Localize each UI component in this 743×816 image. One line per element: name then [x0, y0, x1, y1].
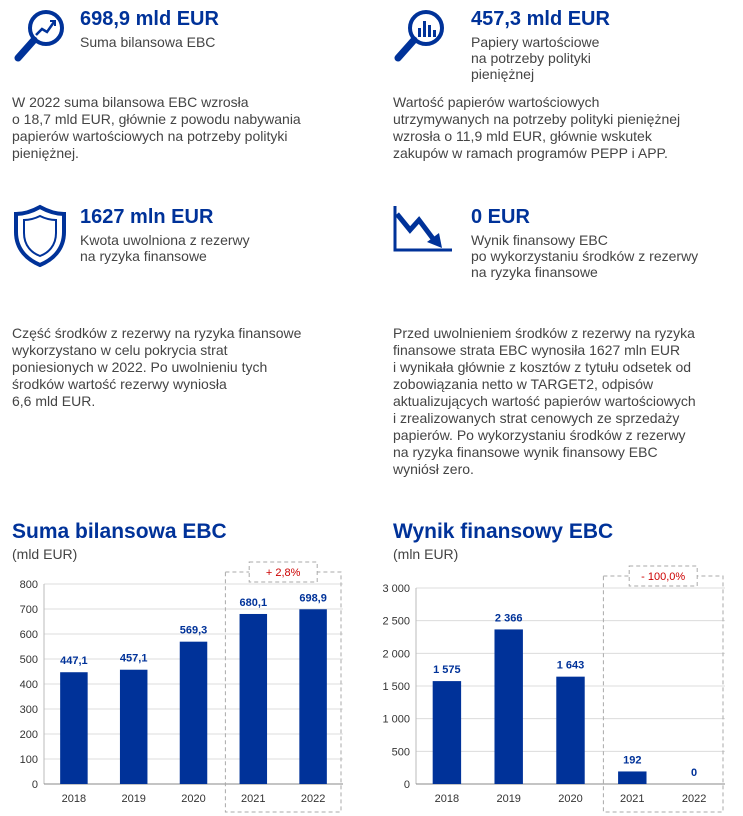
chart-result-title: Wynik finansowy EBC [393, 520, 614, 543]
y-tick-label: 500 [19, 654, 38, 666]
data-label: 192 [623, 754, 642, 767]
y-tick-label: 1 500 [382, 681, 410, 693]
shield-icon [12, 204, 68, 268]
x-tick-label: 2020 [558, 793, 583, 805]
x-tick-label: 2022 [300, 793, 326, 805]
chart-balance-title: Suma bilansowa EBC [12, 520, 227, 543]
x-tick-label: 2018 [61, 793, 87, 805]
y-tick-label: 500 [391, 746, 410, 759]
bar [120, 670, 148, 784]
chart-result-unit: (mln EUR) [393, 546, 459, 562]
kpi-provision-value: 1627 mln EUR [80, 206, 214, 228]
data-label: 680,1 [239, 596, 268, 609]
x-tick-label: 2022 [681, 793, 707, 805]
kpi-result-description: Przed uwolnieniem środków z rezerwy na ryzyka finansowe strata EBC wynosiła 1627 mln EUR i wynikała głównie z kosztów z tytułu odsetek od zobowiązania netto w TARGET2, odpisów aktualizujących wartość papierów wartościowych i zrealizowanych strat cenowych ze sprzedaży papierów. Po wykorzystaniu środków z rezerwy na ryzyka finansowe wynik finansowy EBC wyniósł zero. [393, 325, 696, 477]
bar [494, 629, 522, 784]
y-tick-label: 0 [31, 779, 38, 791]
x-tick-label: 2021 [620, 793, 645, 805]
kpi-result-label: Wynik finansowy EBC po wykorzystaniu środków z rezerwy na ryzyka finansowe [471, 232, 699, 280]
y-tick-label: 2 500 [382, 615, 410, 628]
kpi-provision-description: Część środków z rezerwy na ryzyka finansowe wykorzystano w celu pokrycia strat poniesionych w 2022. Po uwolnieniu tych środków wartość rezerwy wyniosła 6,6 mld EUR. [12, 325, 302, 409]
bar [299, 609, 327, 784]
change-label: - 100,0% [641, 571, 686, 583]
declining-chart-icon [392, 204, 456, 254]
bar [433, 681, 461, 784]
data-label: 2 366 [494, 612, 523, 625]
kpi-balance-label: Suma bilansowa EBC [80, 34, 216, 50]
y-tick-label: 0 [403, 779, 410, 791]
data-label: 0 [691, 767, 698, 779]
magnifier-trend-icon [12, 6, 70, 64]
kpi-securities-value: 457,3 mld EUR [471, 8, 610, 30]
data-label: 1 643 [556, 659, 585, 672]
y-tick-label: 700 [19, 604, 38, 616]
kpi-provision-label: Kwota uwolniona z rezerwy na ryzyka finansowe [80, 232, 250, 264]
bar [556, 677, 584, 784]
y-tick-label: 200 [19, 729, 38, 741]
data-label: 569,3 [179, 624, 208, 637]
kpi-securities-description: Wartość papierów wartościowych utrzymywanych na potrzeby polityki pieniężnej wzrosła o 11,9 mld EUR, głównie wskutek zakupów w ramach programów PEPP i APP. [393, 94, 681, 161]
y-tick-label: 600 [19, 629, 38, 641]
y-tick-label: 3 000 [382, 583, 410, 595]
x-tick-label: 2019 [496, 793, 521, 805]
kpi-securities-label: Papiery wartościowe na potrzeby polityki pieniężnej [471, 34, 600, 82]
y-tick-label: 2 000 [382, 648, 410, 661]
y-tick-label: 1 000 [382, 713, 410, 726]
x-tick-label: 2018 [434, 793, 460, 805]
chart-financial-result [372, 552, 743, 816]
magnifier-bar-chart-icon [392, 6, 450, 64]
x-tick-label: 2020 [181, 793, 206, 805]
bar [60, 672, 88, 784]
chart-balance-unit: (mld EUR) [12, 546, 78, 562]
bar [618, 771, 646, 784]
data-label: 447,1 [60, 655, 88, 668]
y-tick-label: 300 [19, 704, 38, 716]
y-tick-label: 800 [19, 579, 38, 591]
x-tick-label: 2021 [241, 793, 266, 805]
kpi-result-value: 0 EUR [471, 206, 530, 228]
bar [180, 642, 208, 784]
y-tick-label: 400 [19, 679, 38, 691]
change-label: + 2,8% [265, 567, 301, 579]
data-label: 1 575 [433, 664, 461, 677]
kpi-balance-description: W 2022 suma bilansowa EBC wzrosła o 18,7 mld EUR, głównie z powodu nabywania papierów wartościowych na potrzeby polityki pieniężnej. [12, 94, 301, 161]
kpi-balance-value: 698,9 mld EUR [80, 8, 219, 30]
bar [240, 614, 268, 784]
x-tick-label: 2019 [121, 793, 146, 805]
data-label: 698,9 [299, 592, 327, 605]
data-label: 457,1 [119, 652, 148, 665]
chart-balance-sheet [0, 552, 370, 816]
y-tick-label: 100 [19, 754, 38, 766]
